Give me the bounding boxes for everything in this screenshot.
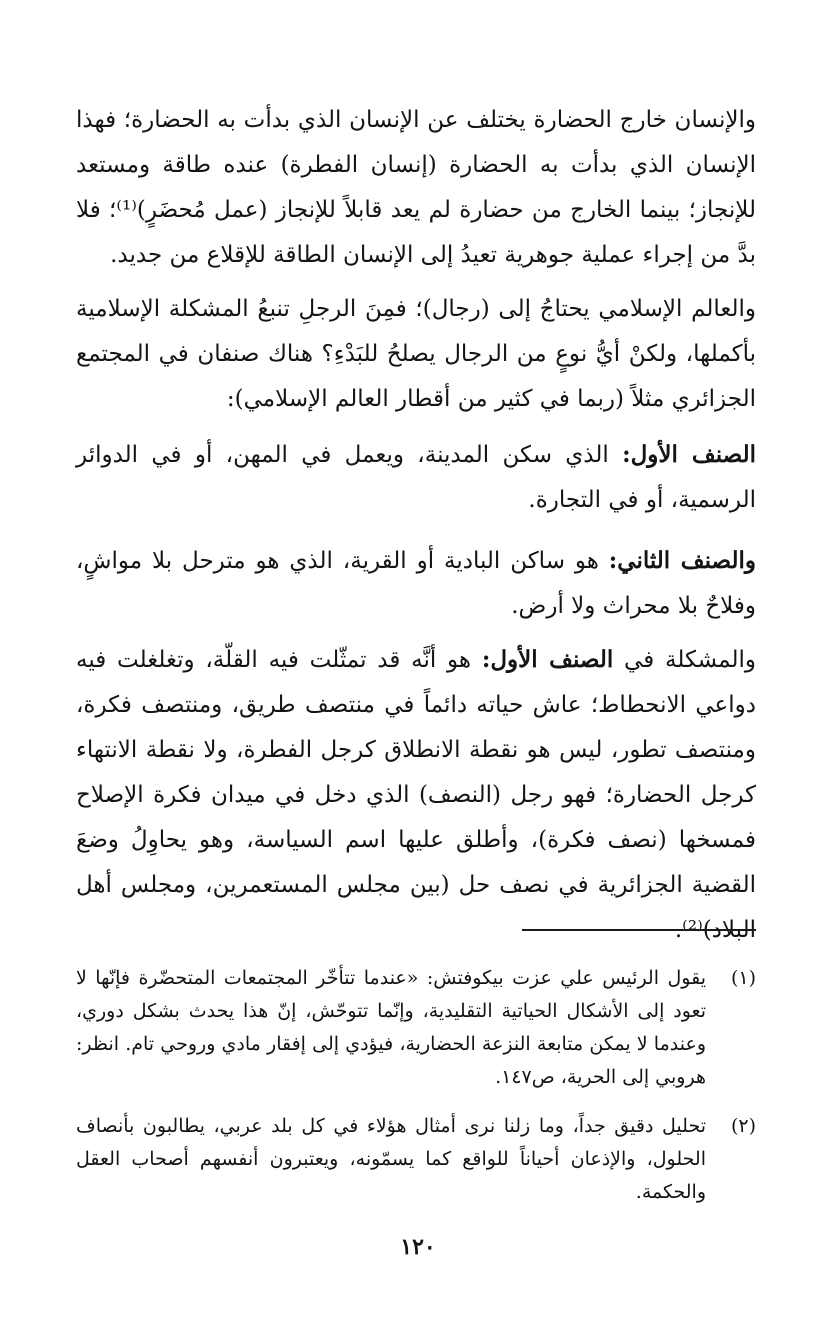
paragraph-5-heading: الصنف الأول: xyxy=(481,646,614,673)
footnote-divider xyxy=(522,929,756,931)
paragraph-4-text: هو ساكن البادية أو القرية، الذي هو مترحل بلا مواشٍ، وفلاحٌ بلا محراث ولا أرض. xyxy=(76,548,756,619)
paragraph-5-pre: والمشكلة في xyxy=(613,647,756,673)
footnote-2-number: (٢) xyxy=(730,1115,756,1137)
paragraph-3-heading: الصنف الأول: xyxy=(622,441,756,468)
footnote-1-text: يقول الرئيس علي عزت بيكوفتش: «عندما تتأخّر المجتمعات المتحضّرة فإنّها لا تعود إلى الأشكال الحياتية التقليدية، وإنّما تتوحّش، إنّ هذا يحدث بشكل دوري، وعندما لا يمكن متابعة النزعة الحضارية، فيؤدي إلى إفقار مادي وروحي تام. انظر: هروبي إلى الحرية، ص١٤٧. xyxy=(76,967,706,1088)
paragraph-3-text: الذي سكن المدينة، ويعمل في المهن، أو في الدوائر الرسمية، أو في التجارة. xyxy=(76,442,756,513)
paragraph-4 xyxy=(76,538,756,629)
paragraph-1-text: والإنسان خارج الحضارة يختلف عن الإنسان الذي بدأت به الحضارة؛ فهذا الإنسان الذي بدأت به الحضارة (إنسان الفطرة) عنده طاقة ومستعد للإنجاز؛ بينما الخارج من حضارة لم يعد قابلاً للإنجاز (عمل مُحضَرٍ)⁽¹⁾؛ فلا بدَّ من إجراء عملية جوهرية تعيدُ إلى الإنسان الطاقة للإقلاع من جديد. xyxy=(76,107,756,268)
footnote-2-text: تحليل دقيق جداً، وما زلنا نرى أمثال هؤلاء في كل بلد عربي، يطالبون بأنصاف الحلول، والإذعان أحياناً للواقع كما يسمّونه، ويعتبرون أنفسهم أصحاب العقل والحكمة. xyxy=(76,1115,706,1203)
paragraph-5-text: هو أنَّه قد تمثّلت فيه القلّة، وتغلغلت فيه دواعي الانحطاط؛ عاش حياته دائماً في منتصف طريق، ومنتصف فكرة، ومنتصف تطور، ليس هو نقطة الانطلاق كرجل الفطرة، ولا نقطة الانتهاء كرجل الحضارة؛ فهو رجل (النصف) الذي دخل في ميدان فكرة الإصلاح فمسخها (نصف فكرة)، وأطلق عليها اسم السياسة، وهو يحاوِلُ وضعَ القضية الجزائرية في نصف حل (بين مجلس المستعمرين، ومجلس أهل البلاد)⁽²⁾. xyxy=(76,647,756,943)
paragraph-5 xyxy=(76,637,756,953)
paragraph-4-heading: والصنف الثاني: xyxy=(608,547,756,574)
paragraph-1 xyxy=(76,98,756,278)
paragraph-2 xyxy=(76,287,756,422)
paragraph-3 xyxy=(76,432,756,523)
paragraph-2-text: والعالم الإسلامي يحتاجُ إلى (رجال)؛ فمِنَ الرجلِ تنبعُ المشكلة الإسلامية بأكملها، ولكنْ أيُّ نوعٍ من الرجال يصلحُ للبَدْءِ؟ هناك صنفان في المجتمع الجزائري مثلاً (ربما في كثير من أقطار العالم الإسلامي): xyxy=(76,296,756,412)
footnote-1-number: (١) xyxy=(730,967,756,989)
footnote-1 xyxy=(76,962,756,1094)
page-number: ١٢٠ xyxy=(400,1234,436,1260)
footnote-2 xyxy=(76,1110,756,1209)
